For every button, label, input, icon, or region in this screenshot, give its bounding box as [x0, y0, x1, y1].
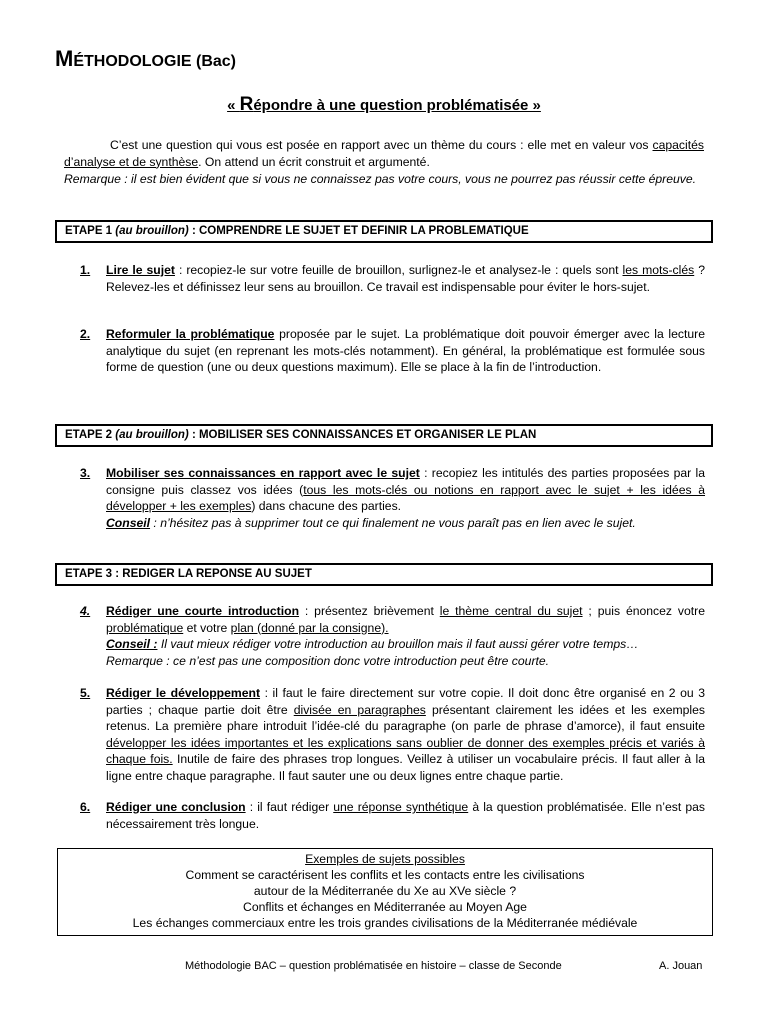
list-item-1: 1. Lire le sujet : recopiez-le sur votre feuille de brouillon, surlignez-le et analysez-le : quels sont les mots-clés ? Relevez-les et définissez leur sens au brouillon. Ce travail est indispensable pour éviter le hors-sujet. [80, 263, 705, 294]
list-item-3: 3. Mobiliser ses connaissances en rapport avec le sujet : recopiez les intitulés des parties proposées par la consigne puis classez vos idées (tous les mots-clés ou notions en rapport avec le sujet + les idées à développer + les exemples) dans chacune des parties. Conseil : n’hésitez pas à supprimer tout ce qui finalement ne vous paraît pas en lien avec le sujet. [80, 466, 706, 530]
list-item-2: 2. Reformuler la problématique proposée par le sujet. La problématique doit pouvoir émerger avec la lecture analytique du sujet (en reprenant les mots-clés notamment). En général, la problématique est formulée sous forme de question (une ou deux questions maximum). Elle se place à la fin de l’introduction. [80, 327, 706, 374]
list-item-4: 4. Rédiger une courte introduction : présentez brièvement le thème central du sujet ; puis énoncez votre problématique et votre plan (donné par la consigne). Conseil : Il vaut mieux rédiger votre introduction au brouillon mais il faut aussi gérer votre temps… Remarque : ce n’est pas une composition donc votre introduction peut être courte. [80, 604, 705, 668]
document-title: MÉTHODOLOGIE (Bac) [55, 46, 237, 71]
document-subtitle: « Répondre à une question problématisée » [227, 94, 541, 115]
item-number: 3. [80, 466, 91, 480]
examples-box [57, 848, 713, 936]
footer-author: A. Jouan [659, 960, 703, 972]
item-number: 4. [80, 604, 91, 618]
examples-heading: Exemples de sujets possibles [305, 852, 465, 866]
item-number: 5. [80, 686, 91, 700]
intro-paragraph: C’est une question qui vous est posée en rapport avec un thème du cours : elle met en valeur vos capacités d’analyse et de synthèse. On attend un écrit construit et argumenté. [64, 138, 704, 169]
item-number: 2. [80, 327, 91, 341]
example-line: Comment se caractérisent les conflits et les contacts entre les civilisations [185, 868, 585, 882]
example-line: Les échanges commerciaux entre les trois grandes civilisations de la Méditerranée médiévale [132, 916, 638, 930]
item-number: 1. [80, 263, 91, 277]
step-2-box: ETAPE 2 (au brouillon) : MOBILISER SES CONNAISSANCES ET ORGANISER LE PLAN [55, 424, 713, 447]
list-item-5: 5. Rédiger le développement : il faut le faire directement sur votre copie. Il doit donc être organisé en 2 ou 3 parties ; chaque partie doit être divisée en paragraphes présentant clairement les idées et les exemples retenus. La première phare introduit l’idée-clé du paragraphe (on parle de phrase d’amorce), il faut ensuite développer les idées importantes et les explications sans oublier de donner des exemples précis et variés à chaque fois. Inutile de faire des phrases trop longues. Veillez à utiliser un vocabulaire précis. Il faut aller à la ligne entre chaque paragraphe. Il faut sauter une ou deux lignes entre chaque partie. [80, 686, 706, 783]
footer-text: Méthodologie BAC – question problématisée en histoire – classe de Seconde [185, 960, 562, 972]
example-line: Conflits et échanges en Méditerranée au Moyen Age [243, 900, 527, 914]
example-line: autour de la Méditerranée du Xe au XVe siècle ? [253, 884, 517, 898]
item-number: 6. [80, 800, 91, 814]
intro-remark: Remarque : il est bien évident que si vous ne connaissez pas votre cours, vous ne pourrez pas réussir cette épreuve. [64, 172, 697, 186]
list-item-6: 6. Rédiger une conclusion : il faut rédiger une réponse synthétique à la question problématisée. Elle n’est pas nécessairement très longue. [80, 800, 705, 831]
step-1-box: ETAPE 1 (au brouillon) : COMPRENDRE LE SUJET ET DEFINIR LA PROBLEMATIQUE [55, 220, 713, 243]
step-3-box: ETAPE 3 : REDIGER LA REPONSE AU SUJET [55, 563, 713, 586]
